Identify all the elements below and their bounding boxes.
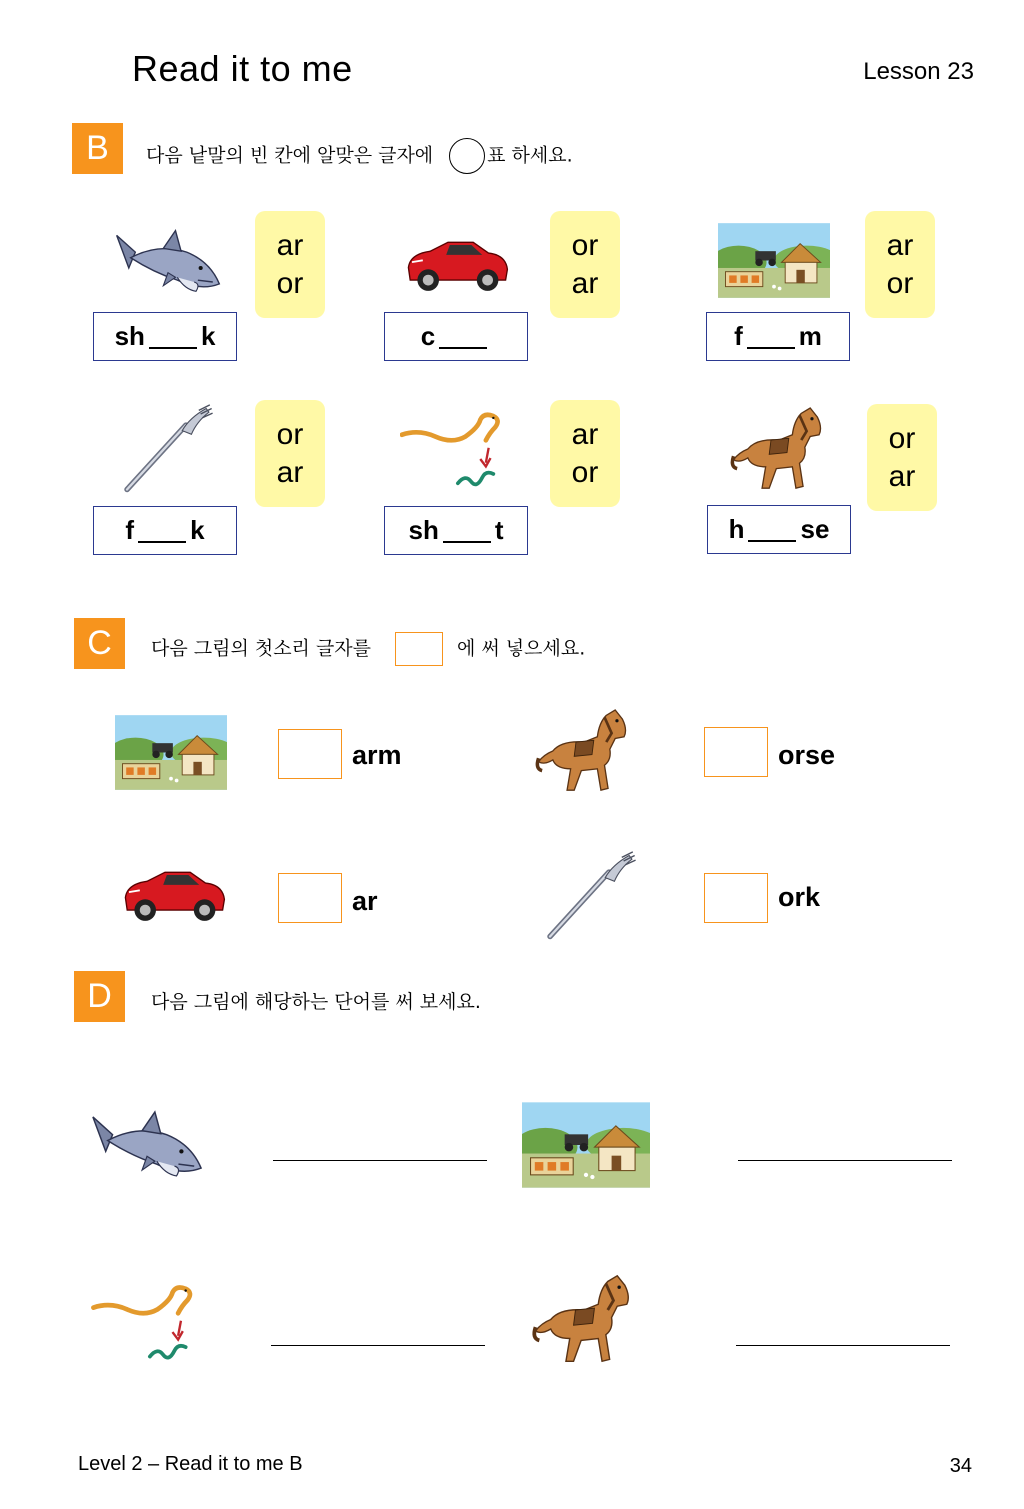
word-prefix: c bbox=[420, 321, 436, 351]
section-b-badge: B bbox=[72, 123, 123, 174]
footer-label: Level 2 – Read it to me B bbox=[78, 1453, 303, 1475]
word-suffix: k bbox=[200, 321, 216, 351]
write-line[interactable] bbox=[271, 1345, 485, 1346]
option-box[interactable] bbox=[867, 404, 937, 511]
answer-box[interactable] bbox=[278, 873, 342, 923]
word-fragment: orse bbox=[778, 740, 836, 770]
answer-box[interactable] bbox=[278, 729, 342, 779]
option-text[interactable]: ar bbox=[886, 228, 914, 262]
write-line[interactable] bbox=[738, 1160, 952, 1161]
section-b-instruction bbox=[146, 138, 573, 174]
section-b-instruction-suffix: 표 하세요. bbox=[487, 144, 573, 167]
option-text[interactable]: or bbox=[276, 417, 304, 451]
word-box bbox=[707, 505, 851, 554]
answer-box[interactable] bbox=[704, 873, 768, 923]
word-fragment: arm bbox=[352, 740, 402, 770]
horse-picture bbox=[535, 705, 633, 797]
car-picture bbox=[120, 858, 228, 928]
blank-line bbox=[747, 325, 795, 349]
option-text[interactable]: ar bbox=[276, 455, 304, 489]
shark-picture bbox=[112, 225, 224, 297]
section-c-instruction bbox=[151, 632, 585, 666]
word-prefix: sh bbox=[408, 515, 439, 545]
word-suffix: k bbox=[190, 515, 205, 545]
section-d-badge: D bbox=[74, 971, 125, 1022]
option-text[interactable]: ar bbox=[276, 228, 304, 262]
fork-picture bbox=[120, 403, 215, 495]
section-b-instruction-text: 다음 낱말의 빈 칸에 알맞은 글자에 bbox=[146, 144, 434, 167]
option-box[interactable] bbox=[865, 211, 935, 318]
blank-line bbox=[443, 519, 491, 543]
lesson-label: Lesson 23 bbox=[863, 58, 974, 85]
word-box bbox=[93, 312, 237, 361]
blank-line bbox=[439, 325, 487, 349]
option-box[interactable] bbox=[550, 211, 620, 318]
page-title: Read it to me bbox=[132, 48, 353, 89]
blank-line bbox=[748, 518, 796, 542]
square-icon bbox=[395, 632, 443, 666]
word-box bbox=[384, 312, 528, 361]
farm-picture bbox=[522, 1100, 650, 1190]
page-number: 34 bbox=[949, 1455, 972, 1477]
word-box bbox=[706, 312, 850, 361]
snake-picture bbox=[84, 1285, 212, 1365]
word-fragment: ar bbox=[352, 886, 378, 916]
option-text[interactable]: or bbox=[888, 421, 916, 455]
farm-picture bbox=[115, 715, 227, 790]
word-suffix: se bbox=[800, 514, 830, 544]
option-box[interactable] bbox=[255, 400, 325, 507]
word-box bbox=[93, 506, 237, 555]
option-text[interactable]: or bbox=[571, 455, 599, 489]
option-text[interactable]: ar bbox=[888, 459, 916, 493]
word-prefix: f bbox=[125, 515, 135, 545]
snake-picture bbox=[400, 410, 512, 494]
answer-box[interactable] bbox=[704, 727, 768, 777]
section-c-instruction-text: 다음 그림의 첫소리 글자를 bbox=[151, 637, 372, 660]
blank-line bbox=[149, 325, 197, 349]
option-text[interactable]: ar bbox=[571, 266, 599, 300]
blank-line bbox=[138, 519, 186, 543]
circle-icon bbox=[449, 138, 485, 174]
write-line[interactable] bbox=[273, 1160, 487, 1161]
word-fragment: ork bbox=[778, 882, 821, 912]
horse-picture bbox=[730, 403, 828, 495]
shark-picture bbox=[88, 1105, 206, 1183]
word-suffix: t bbox=[494, 515, 504, 545]
word-suffix: m bbox=[798, 321, 822, 351]
fork-picture bbox=[543, 850, 638, 942]
section-c-instruction-suffix: 에 써 넣으세요. bbox=[457, 637, 586, 660]
write-line[interactable] bbox=[736, 1345, 950, 1346]
section-d-instruction: 다음 그림에 해당하는 단어를 써 보세요. bbox=[151, 991, 481, 1013]
word-prefix: sh bbox=[114, 321, 145, 351]
word-box bbox=[384, 506, 528, 555]
horse-picture bbox=[520, 1272, 648, 1367]
word-prefix: f bbox=[734, 321, 743, 351]
car-picture bbox=[403, 228, 511, 298]
option-text[interactable]: or bbox=[276, 266, 304, 300]
option-box[interactable] bbox=[550, 400, 620, 507]
farm-picture bbox=[718, 223, 830, 298]
word-prefix: h bbox=[728, 514, 745, 544]
option-box[interactable] bbox=[255, 211, 325, 318]
option-text[interactable]: or bbox=[571, 228, 599, 262]
option-text[interactable]: or bbox=[886, 266, 914, 300]
section-c-badge: C bbox=[74, 618, 125, 669]
option-text[interactable]: ar bbox=[571, 417, 599, 451]
